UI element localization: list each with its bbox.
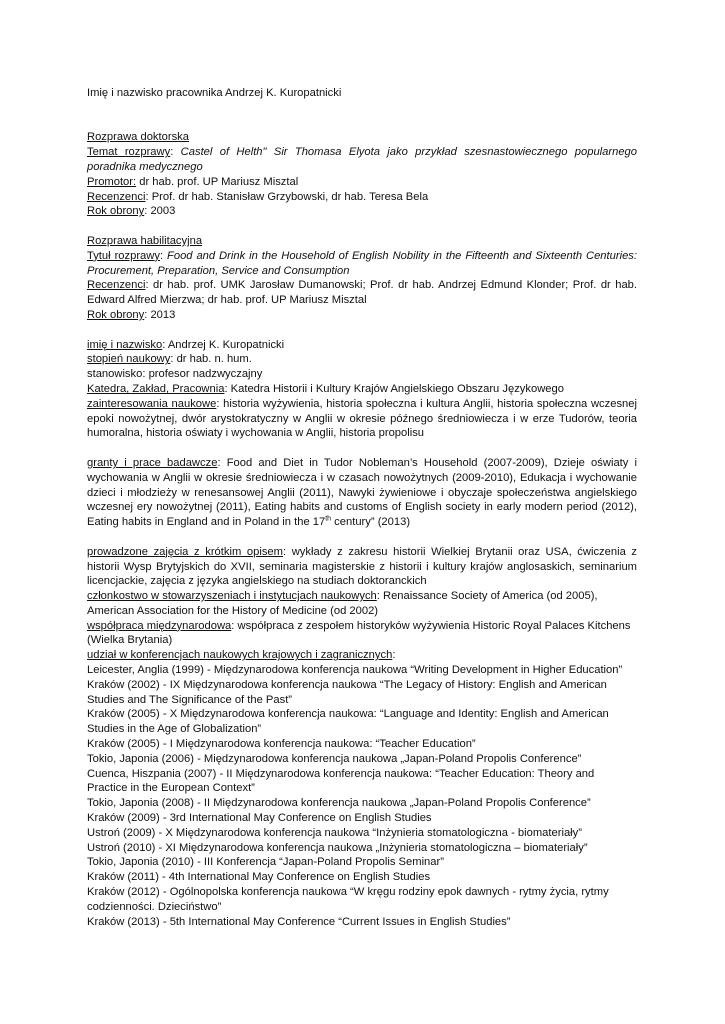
conferences-heading: udział w konferencjach naukowych krajowych i zagranicznych: (87, 649, 396, 662)
profile-unit-text: Katedra Historii i Kultury Krajów Angielskiego Obszaru Językowego (230, 382, 564, 395)
conference-item: Ustroń (2010) - XI Międzynarodowa konferencja naukowa „Inżynieria stomatologiczna – biomateriały” (87, 841, 588, 854)
conference-item: Leicester, Anglia (1999) - Międzynarodowa konferencja naukowa “Writing Development in Higher Education” (87, 664, 623, 677)
conference-item: Kraków (2005) - I Międzynarodowa konferencja naukowa: “Teacher Education” (87, 738, 476, 751)
doctoral-defense-label: Rok obrony (87, 205, 145, 218)
profile-unit-label: Katedra, Zakład, Pracownia (87, 382, 225, 395)
grants-section (87, 456, 637, 530)
doctoral-heading: Rozprawa doktorska (87, 131, 189, 144)
doctoral-defense: Rok obrony: 2003 (87, 205, 176, 218)
activities-section (87, 545, 637, 930)
doctoral-reviewers-text: Prof. dr hab. Stanisław Grzybowski, dr hab. Teresa Bela (151, 190, 429, 203)
teaching-paragraph: prowadzone zajęcia z krótkim opisem: wykłady z zakresu historii Wielkiej Brytanii oraz USA, ćwiczenia z historii Wysp Brytyjskich do XVII, seminaria magisterskie z historii i kultury krajów anglosaskich, seminarium licencjackie, zajęcia z języka angielskiego na studiach doktoranckich (87, 545, 638, 588)
conference-item: Kraków (2012) - Ogólnopolska konferencja naukowa “W kręgu rodziny epok dawnych - rytmy życia, rytmy codzienności. Dzieciństwo” (87, 886, 609, 913)
profile-name: imię i nazwisko: Andrzej K. Kuropatnicki (87, 338, 285, 351)
conference-item: Kraków (2002) - IX Międzynarodowa konferencja naukowa “The Legacy of History: English and American Studies and The Significance of the Past” (87, 678, 607, 706)
profile-name-label: imię i nazwisko (87, 338, 163, 351)
doctoral-promoter-text: dr hab. prof. UP Mariusz Misztal (139, 175, 299, 188)
habilitation-heading: Rozprawa habilitacyjna (87, 234, 203, 247)
grants-label: granty i prace badawcze (87, 456, 218, 469)
conferences-list (87, 663, 637, 929)
profile-position-text: profesor nadzwyczajny (148, 368, 263, 381)
conference-item: Kraków (2011) - 4th International May Conference on English Studies (87, 871, 431, 884)
profile-degree: stopień naukowy: dr hab. n. hum. (87, 353, 252, 366)
doctoral-promoter (87, 175, 637, 190)
habilitation-reviewers-text: dr hab. prof. UMK Jarosław Dumanowski; Prof. dr hab. Andrzej Edmund Klonder; Prof. dr hab. Edward Alfred Mierzwa; dr hab. prof. UP Mariusz Misztal (87, 279, 637, 307)
doctoral-promoter-label: Promotor: (87, 175, 137, 188)
conference-item: Tokio, Japonia (2006) - Międzynarodowa konferencja naukowa „Japan-Poland Propolis Conference” (87, 752, 582, 765)
cooperation-paragraph: współpraca międzynarodowa: współpraca z zespołem historyków wyżywienia Historic Royal Palaces Kitchens (Wielka Brytania) (87, 619, 631, 647)
doctoral-reviewers: Recenzenci: Prof. dr hab. Stanisław Grzybowski, dr hab. Teresa Bela (87, 190, 429, 203)
profile-position: stanowisko: profesor nadzwyczajny (87, 368, 263, 381)
profile-unit: Katedra, Zakład, Pracownia: Katedra Historii i Kultury Krajów Angielskiego Obszaru Językowego (87, 382, 564, 395)
membership-label: członkostwo w stowarzyszeniach i instytucjach naukowych (87, 590, 377, 603)
grants-superscript: th (325, 515, 332, 523)
profile-interests-text: historia wyżywienia, historia społeczna i kultura Anglii, historia społeczna wczesnej epoki nowożytnej, dwór arystokratyczny w Anglii w okresie późnego średniowiecza i w erze Tudorów, teoria humoralna, historia oświaty i wychowania w Anglii, historia propolisu (87, 397, 637, 440)
grants-text: Food and Diet in Tudor Nobleman’s Household (2007-2009), Dzieje oświaty i wychowania w Anglii w okresie średniowiecza i w czasach nowożytnych (2009-2010), Edukacja i wychowanie dzieci i młodzieży w renesansowej Anglii (2011), Nawyki żywieniowe i obyczaje społeczeństwa angielskiego wczesnej ery nowożytnej (2011), Eating habits and customs of English society in early modern period (2012), Eating habits in England and in Poland in the 17 (87, 456, 638, 529)
grants-text-end: century” (2013) (331, 516, 411, 529)
conference-item: Tokio, Japonia (2010) - III Konferencja “Japan-Poland Propolis Seminar” (87, 856, 444, 869)
profile-interests: zainteresowania naukowe: historia wyżywienia, historia społeczna i kultura Anglii, historia społeczna wczesnej epoki nowożytnej, dwór arystokratyczny w Anglii w okresie późnego średniowiecza i w erze Tudorów, teoria humoralna, historia oświaty i wychowania w Anglii, historia propolisu (87, 397, 637, 440)
profile-degree-text: dr hab. n. hum. (176, 353, 252, 366)
profile-name-text: Andrzej K. Kuropatnicki (167, 338, 285, 351)
employee-name-label: Imię i nazwisko pracownika (87, 87, 223, 99)
cooperation-label: współpraca międzynarodowa (87, 619, 232, 632)
conference-item: Cuenca, Hiszpania (2007) - II Międzynarodowa konferencja naukowa: “Teacher Education: Theory and Practice in the European Context” (87, 767, 595, 795)
membership-paragraph: członkostwo w stowarzyszeniach i instytucjach naukowych: Renaissance Society of America (od 2005), American Association for the History of Medicine (od 2002) (87, 590, 598, 617)
document-body (87, 86, 637, 929)
habilitation-title: Tytuł rozprawy: Food and Drink in the Household of English Nobility in the Fifteenth and Sixteenth Centuries: Procurement, Preparation, Service and Consumption (87, 249, 637, 277)
doctoral-reviewers-label: Recenzenci (87, 190, 146, 203)
doctoral-topic-text: Castel of Helth" Sir Thomasa Elyota jako przykład szesnastowiecznego popularnego poradnika medycznego (87, 146, 637, 173)
teaching-label: prowadzone zajęcia z krótkim opisem (87, 545, 283, 558)
profile-section (87, 338, 637, 442)
profile-degree-label: stopień naukowy (87, 353, 171, 366)
habilitation-defense-label: Rok obrony (87, 308, 145, 321)
conferences-label: udział w konferencjach naukowych krajowych i zagranicznych (87, 649, 393, 662)
habilitation-defense-year: 2013 (150, 308, 176, 321)
membership-text: Renaissance Society of America (od 2005), American Association for the History of Medicine (od 2002) (87, 590, 598, 617)
employee-name: Andrzej K. Kuropatnicki (225, 87, 342, 99)
conference-item: Kraków (2009) - 3rd International May Conference on English Studies (87, 812, 432, 825)
conference-item: Tokio, Japonia (2008) - II Międzynarodowa konferencja naukowa „Japan-Poland Propolis Conference” (87, 797, 591, 810)
doctoral-section (87, 130, 637, 219)
conference-item: Kraków (2013) - 5th International May Conference “Current Issues in English Studies” (87, 915, 511, 928)
habilitation-title-label: Tytuł rozprawy (87, 249, 160, 262)
employee-name-line (87, 86, 637, 101)
teaching-text: wykłady z zakresu historii Wielkiej Brytanii oraz USA, ćwiczenia z historii Wysp Brytyjskich do XVII, seminaria magisterskie z historii i kultury krajów anglosaskich, seminarium licencjackie, zajęcia z języka angielskiego na studiach doktoranckich (87, 545, 638, 588)
profile-position-label: stanowisko (87, 368, 143, 381)
doctoral-defense-year: 2003 (150, 205, 176, 218)
conference-item: Ustroń (2009) - X Międzynarodowa konferencja naukowa “Inżynieria stomatologiczna - biomateriały” (87, 826, 582, 839)
habilitation-reviewers-label: Recenzenci (87, 279, 146, 292)
cooperation-text: współpraca z zespołem historyków wyżywienia Historic Royal Palaces Kitchens (Wielka Brytania) (87, 619, 631, 647)
conference-item: Kraków (2005) - X Międzynarodowa konferencja naukowa: “Language and Identity: English and American Studies in the Age of Globalization” (87, 708, 609, 736)
doctoral-topic: Temat rozprawy: Castel of Helth" Sir Thomasa Elyota jako przykład szesnastowiecznego popularnego poradnika medycznego (87, 146, 637, 173)
habilitation-defense: Rok obrony: 2013 (87, 308, 176, 321)
habilitation-title-text: Food and Drink in the Household of English Nobility in the Fifteenth and Sixteenth Centuries: Procurement, Preparation, Service and Consumption (87, 249, 637, 277)
profile-interests-label: zainteresowania naukowe (87, 397, 217, 410)
habilitation-reviewers: Recenzenci: dr hab. prof. UMK Jarosław Dumanowski; Prof. dr hab. Andrzej Edmund Klonder; Prof. dr hab. Edward Alfred Mierzwa; dr hab. prof. UP Mariusz Misztal (87, 279, 637, 307)
doctoral-topic-label: Temat rozprawy (87, 146, 171, 159)
grants-paragraph: granty i prace badawcze: Food and Diet in Tudor Nobleman’s Household (2007-2009), Dzieje oświaty i wychowania w Anglii w okresie średniowiecza i w czasach nowożytnych (2009-2010), Edukacja i wychowanie dzieci i młodzieży w renesansowej Anglii (2011), Nawyki żywieniowe i obyczaje społeczeństwa angielskiego wczesnej ery nowożytnej (2011), Eating habits and customs of English society in early modern period (2012), Eating habits in England and in Poland in the 17th century” (2013) (87, 456, 638, 529)
habilitation-section (87, 234, 637, 323)
